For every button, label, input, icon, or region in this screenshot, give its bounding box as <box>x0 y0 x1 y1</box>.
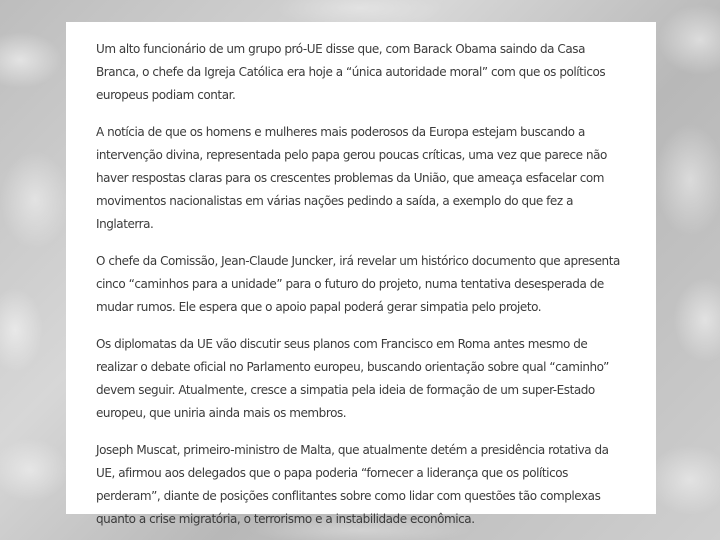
article-paragraph: A notícia de que os homens e mulheres mais poderosos da Europa estejam buscando a intervenção divina, representada pelo papa gerou poucas críticas, uma vez que parece não haver respostas claras para os crescentes problemas da União, que ameaça esfacelar com movimentos nacionalistas em várias nações pedindo a saída, a exemplo do que fez a Inglaterra. <box>96 125 607 231</box>
article-paragraph: Os diplomatas da UE vão discutir seus planos com Francisco em Roma antes mesmo de realizar o debate oficial no Parlamento europeu, buscando orientação sobre qual “caminho” devem seguir. Atualmente, cresce a simpatia pela ideia de formação de um super-Estado europeu, que uniria ainda mais os membros. <box>96 337 609 420</box>
article-paragraph: Um alto funcionário de um grupo pró-UE disse que, com Barack Obama saindo da Casa Branca, o chefe da Igreja Católica era hoje a “única autoridade moral” com que os políticos europeus podiam contar. <box>96 42 606 102</box>
article-card <box>66 22 656 526</box>
article-paragraph: Joseph Muscat, primeiro-ministro de Malta, que atualmente detém a presidência rotativa da UE, afirmou aos delegados que o papa poderia “fornecer a liderança que os políticos perderam”, diante de posições conflitantes sobre como lidar com questões tão complexas quanto a crise migratória, o terrorismo e a instabilidade econômica. <box>96 443 609 526</box>
article-paragraph: O chefe da Comissão, Jean-Claude Juncker, irá revelar um histórico documento que apresenta cinco “caminhos para a unidade” para o futuro do projeto, numa tentativa desesperada de mudar rumos. Ele espera que o apoio papal poderá gerar simpatia pelo projeto. <box>96 254 620 314</box>
